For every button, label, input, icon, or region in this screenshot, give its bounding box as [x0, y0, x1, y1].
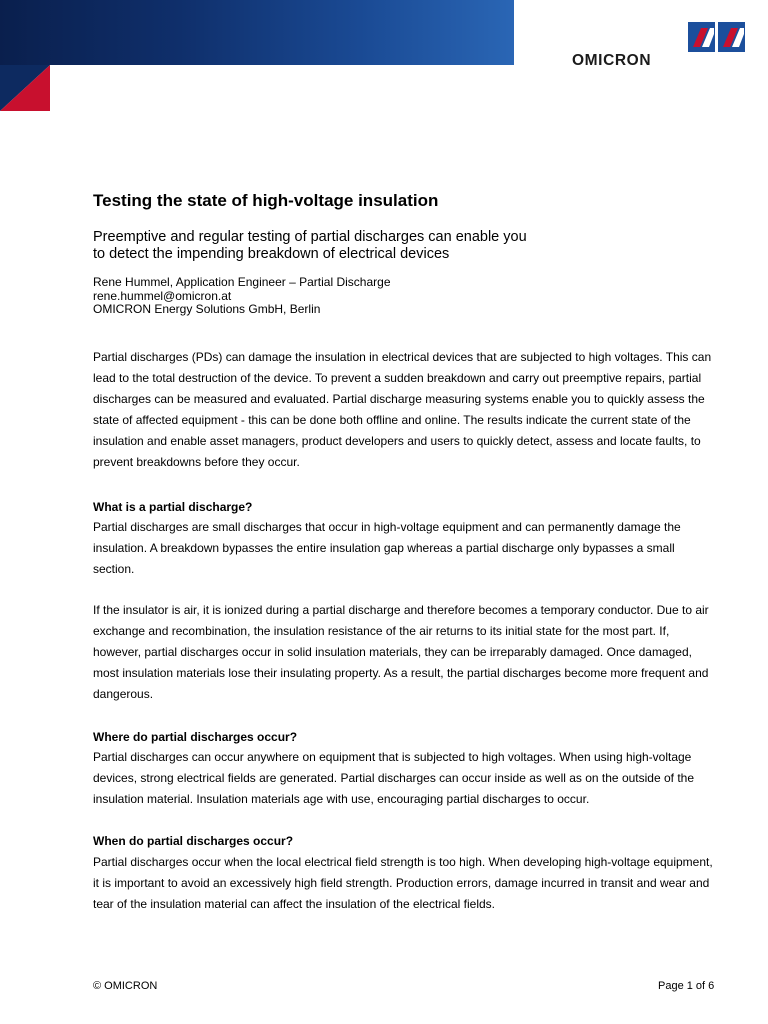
- body-paragraph: Partial discharges can occur anywhere on equipment that is subjected to high voltages. When using high-voltage devices, strong electrical fields are generated. Partial discharges can occur inside as well as on the outside of the insulation material. Insulation materials age with use, encouraging partial discharges to occur.: [93, 750, 694, 806]
- section-heading: When do partial discharges occur?: [93, 834, 294, 848]
- intro-paragraph: Partial discharges (PDs) can damage the insulation in electrical devices that are subjected to high voltages. This can lead to the total destruction of the device. To prevent a sudden breakdown and carry out preemptive repairs, partial discharges can be measured and evaluated. Partial discharge measuring systems enable you to quickly assess the state of affected equipment - this can be done both offline and online. The results indicate the current state of the insulation and enable asset managers, product developers and users to quickly detect, assess and locate faults, to prevent breakdowns before they occur.: [93, 350, 712, 469]
- author-email: rene.hummel@omicron.at: [93, 288, 232, 303]
- subtitle-line: Preemptive and regular testing of partial discharges can enable you: [93, 229, 527, 245]
- author-block: [93, 276, 391, 317]
- section-heading: What is a partial discharge?: [93, 500, 253, 514]
- omicron-logo: [572, 22, 748, 70]
- subtitle-line: to detect the impending breakdown of electrical devices: [93, 246, 450, 262]
- footer-copyright: © OMICRON: [93, 980, 158, 992]
- header-banner: [0, 0, 514, 65]
- body-paragraph: If the insulator is air, it is ionized during a partial discharge and therefore becomes a temporary conductor. Due to air exchange and recombination, the insulation resistance of the air returns to its initial state for the most part. If, however, partial discharges occur in solid insulation materials, they can be irreparably damaged. Once damaged, most insulation materials lose their insulating property. As a result, the partial discharges become more frequent and dangerous.: [93, 603, 709, 701]
- omicron-logo-icon: [688, 22, 746, 52]
- page-number: Page 1 of 6: [658, 980, 715, 992]
- body-paragraph: Partial discharges occur when the local electrical field strength is too high. When developing high-voltage equipment, it is important to avoid an excessively high field strength. Production errors, damage incurred in transit and wear and tear of the insulation material can affect the insulation of the electrical fields.: [93, 855, 713, 911]
- author-name: Rene Hummel, Application Engineer – Partial Discharge: [93, 275, 391, 289]
- document-title: Testing the state of high-voltage insulation: [93, 191, 439, 210]
- document-subtitle: [93, 229, 527, 263]
- brand-name: OMICRON: [572, 52, 652, 69]
- section-heading: Where do partial discharges occur?: [93, 730, 298, 744]
- body-paragraph: Partial discharges are small discharges that occur in high-voltage equipment and can permanently damage the insulation. A breakdown bypasses the entire insulation gap whereas a partial discharge only bypasses a small section.: [93, 520, 681, 576]
- author-company: OMICRON Energy Solutions GmbH, Berlin: [93, 302, 321, 316]
- red-triangle-icon: [0, 65, 50, 111]
